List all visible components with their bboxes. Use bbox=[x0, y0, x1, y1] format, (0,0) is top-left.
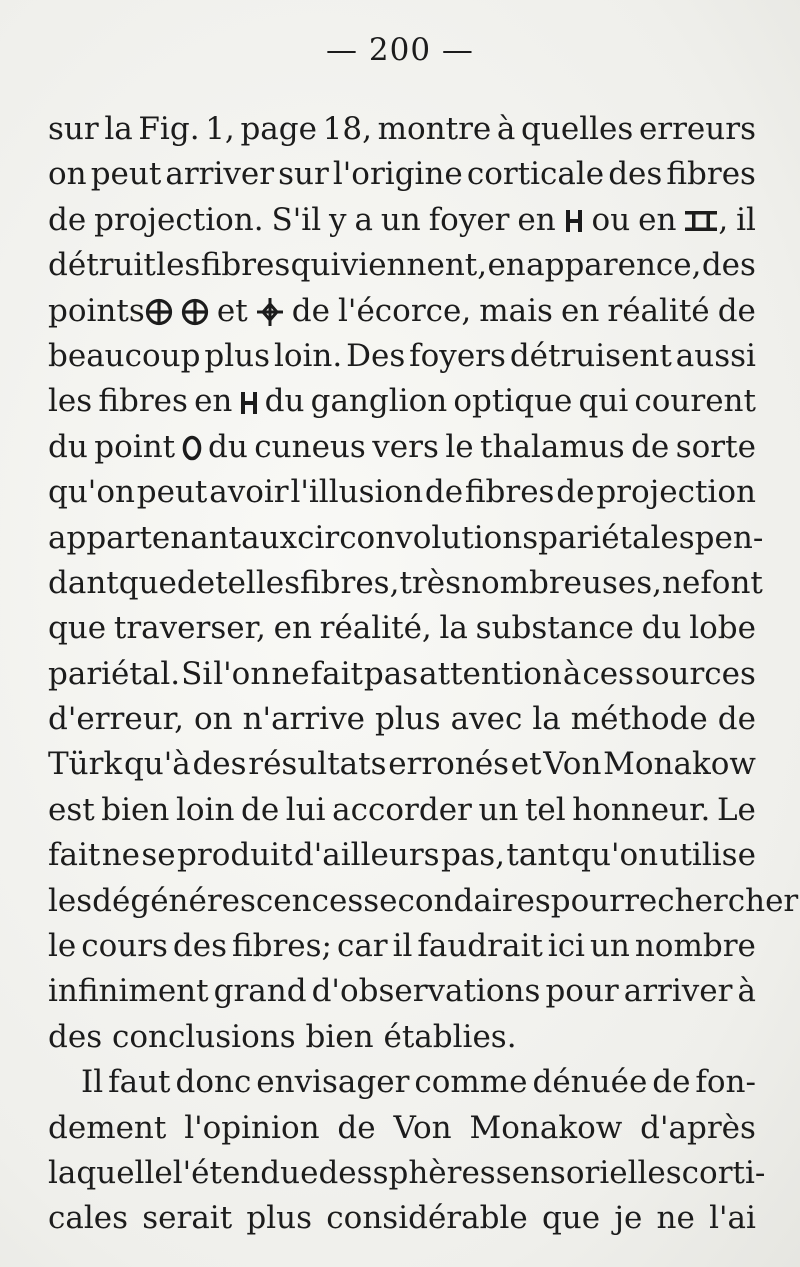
word: erronés bbox=[388, 746, 510, 783]
word: que bbox=[48, 610, 107, 647]
word: fibres, bbox=[300, 564, 400, 601]
word: est bbox=[48, 791, 95, 828]
word: plus bbox=[374, 701, 441, 738]
word: accorder bbox=[332, 791, 472, 828]
word bbox=[181, 289, 209, 334]
word: plus bbox=[204, 337, 271, 374]
word: pariétales bbox=[538, 519, 695, 556]
text-line bbox=[48, 1151, 766, 1196]
text-line bbox=[48, 516, 764, 561]
word: optique bbox=[453, 383, 573, 420]
word: fait bbox=[310, 655, 363, 692]
word: sensorielles bbox=[495, 1154, 682, 1191]
text-line bbox=[48, 742, 756, 787]
word: ne bbox=[101, 837, 141, 874]
word: secondaires bbox=[363, 882, 551, 919]
word: avec bbox=[450, 701, 523, 738]
word: donc bbox=[175, 1064, 252, 1101]
text-line bbox=[48, 1196, 756, 1241]
word: loin. bbox=[273, 337, 343, 374]
text-line bbox=[48, 606, 756, 651]
word: on bbox=[48, 156, 87, 193]
word: il bbox=[392, 928, 413, 965]
word: les bbox=[48, 882, 93, 919]
word: considérable bbox=[326, 1200, 528, 1237]
word: un bbox=[589, 928, 630, 965]
word: Von bbox=[543, 746, 602, 783]
word: circonvolutions bbox=[297, 519, 539, 556]
word: l'étendue bbox=[172, 1154, 319, 1191]
word: substance bbox=[475, 610, 634, 647]
text-line bbox=[48, 879, 799, 924]
word: méthode bbox=[570, 701, 708, 738]
word: à bbox=[562, 655, 582, 692]
word: les bbox=[156, 247, 201, 284]
circled-plus-icon bbox=[181, 298, 209, 326]
letter-h-symbol-icon bbox=[564, 208, 584, 234]
word: pour bbox=[545, 973, 619, 1010]
word: fibres bbox=[464, 474, 555, 511]
word: Monakow bbox=[603, 746, 756, 783]
word: arriver bbox=[623, 973, 733, 1010]
word: du bbox=[641, 610, 682, 647]
circled-plus-icon bbox=[145, 298, 173, 326]
text-line bbox=[48, 107, 756, 152]
word: en bbox=[638, 201, 677, 238]
word: en bbox=[517, 201, 556, 238]
word: thalamus bbox=[480, 428, 625, 465]
word: de bbox=[717, 292, 756, 329]
word: 1, bbox=[205, 111, 235, 147]
word: l'on bbox=[213, 655, 271, 692]
word bbox=[564, 198, 584, 243]
word: utilise bbox=[659, 837, 756, 874]
diamond-cross-icon bbox=[256, 297, 284, 327]
word: l'origine bbox=[332, 156, 463, 193]
word: les bbox=[48, 383, 93, 420]
word: bien bbox=[101, 791, 170, 828]
word: réalité bbox=[607, 292, 710, 329]
word: corti- bbox=[681, 1154, 766, 1191]
word: beaucoup bbox=[48, 337, 201, 374]
word: qu'on bbox=[571, 837, 659, 874]
word: de bbox=[48, 201, 87, 238]
text-line bbox=[48, 379, 756, 424]
word: l'écorce, bbox=[338, 292, 472, 329]
word: la bbox=[104, 111, 133, 147]
word: corticale bbox=[466, 156, 605, 193]
word: faut bbox=[108, 1064, 171, 1101]
text-line bbox=[48, 969, 756, 1014]
word: la bbox=[439, 610, 468, 647]
word: S'il bbox=[271, 201, 322, 238]
word: des bbox=[608, 156, 663, 193]
text-line bbox=[48, 561, 763, 606]
word: du bbox=[208, 428, 248, 465]
word: fibres bbox=[98, 383, 188, 420]
word: qui bbox=[290, 247, 341, 284]
word: pen- bbox=[694, 519, 764, 556]
letter-h-symbol-icon bbox=[239, 390, 259, 416]
word: conclusions bbox=[112, 1018, 296, 1055]
letter-o-symbol-icon bbox=[182, 435, 202, 461]
word: peut bbox=[136, 474, 208, 511]
word: le bbox=[445, 428, 474, 465]
word: 18, bbox=[322, 111, 372, 147]
word: Si bbox=[181, 655, 213, 692]
word: fait bbox=[48, 837, 101, 874]
word: tel bbox=[524, 791, 566, 828]
word: Monakow bbox=[469, 1109, 623, 1146]
text-line bbox=[48, 788, 756, 833]
word bbox=[182, 425, 202, 470]
word: en bbox=[561, 292, 600, 329]
word: pariétal. bbox=[48, 655, 181, 692]
word: laquelle bbox=[48, 1154, 173, 1191]
word: courent bbox=[634, 383, 756, 420]
word: infiniment bbox=[48, 973, 209, 1010]
word: de bbox=[424, 474, 464, 511]
word: ne bbox=[662, 564, 701, 601]
word: des bbox=[172, 928, 227, 965]
word: l'illusion bbox=[290, 474, 424, 511]
word: détruisent bbox=[509, 337, 672, 374]
word: il bbox=[736, 201, 756, 238]
word: dement bbox=[48, 1109, 167, 1146]
word: de bbox=[652, 1064, 691, 1101]
word: des bbox=[318, 1154, 373, 1191]
text-line bbox=[48, 924, 756, 969]
word: de bbox=[631, 428, 670, 465]
word: Des bbox=[346, 337, 406, 374]
text-line bbox=[48, 425, 756, 470]
word: attention bbox=[419, 655, 562, 692]
word: dénuée bbox=[532, 1064, 648, 1101]
word bbox=[239, 379, 259, 424]
word: un bbox=[380, 201, 421, 238]
text-line bbox=[48, 1060, 756, 1105]
page-number: — 200 — bbox=[326, 32, 474, 68]
word: point bbox=[94, 428, 176, 465]
word: font bbox=[700, 564, 763, 601]
word: a bbox=[354, 201, 373, 238]
word: cuneus bbox=[254, 428, 366, 465]
word: à bbox=[737, 973, 756, 1010]
word: mais bbox=[479, 292, 553, 329]
word: du bbox=[48, 428, 88, 465]
word: n'arrive bbox=[242, 701, 365, 738]
word: des bbox=[48, 1018, 103, 1055]
word: qu'on bbox=[48, 474, 135, 511]
word: un bbox=[478, 791, 519, 828]
word: établies. bbox=[383, 1018, 517, 1055]
word: de bbox=[717, 701, 756, 738]
word: aussi bbox=[675, 337, 756, 374]
word: envisager bbox=[256, 1064, 410, 1101]
word: Fig. bbox=[138, 111, 200, 147]
word: projection bbox=[596, 474, 756, 511]
word: montre bbox=[377, 111, 492, 147]
word: faudrait bbox=[417, 928, 543, 965]
word: en bbox=[273, 610, 312, 647]
word: appartenant bbox=[48, 519, 242, 556]
word: ici bbox=[547, 928, 585, 965]
word: car bbox=[336, 928, 388, 965]
word: loin bbox=[175, 791, 235, 828]
word: pour bbox=[550, 882, 625, 919]
word: grand bbox=[213, 973, 307, 1010]
word: bien bbox=[305, 1018, 374, 1055]
word: d'erreur, bbox=[48, 701, 184, 738]
word: dant bbox=[48, 564, 119, 601]
word: de bbox=[337, 1109, 376, 1146]
word: avoir bbox=[209, 474, 289, 511]
text-line bbox=[48, 289, 756, 334]
word: points bbox=[48, 289, 173, 334]
text-line bbox=[48, 1015, 756, 1060]
word: ganglion bbox=[310, 383, 448, 420]
word: apparence, bbox=[526, 247, 702, 284]
word: d'observations bbox=[311, 973, 541, 1010]
word: ces bbox=[582, 655, 634, 692]
word: foyers bbox=[409, 337, 506, 374]
word: peut bbox=[90, 156, 162, 193]
word: en bbox=[194, 383, 233, 420]
word: des bbox=[701, 247, 756, 284]
word: que bbox=[118, 564, 177, 601]
word: plus bbox=[246, 1200, 313, 1237]
text-line bbox=[48, 334, 756, 379]
word: Von bbox=[393, 1109, 452, 1146]
word: fibres bbox=[200, 247, 291, 284]
text-line bbox=[48, 1106, 756, 1151]
word: fibres; bbox=[231, 928, 332, 965]
word: foyer bbox=[428, 201, 510, 238]
word: l'ai bbox=[709, 1200, 756, 1237]
text-line bbox=[48, 198, 756, 243]
word: Türk bbox=[48, 746, 123, 783]
word: de bbox=[291, 292, 330, 329]
word: tant bbox=[506, 837, 570, 874]
text-line bbox=[48, 697, 756, 742]
word: ne bbox=[271, 655, 310, 692]
word: qu'à bbox=[123, 746, 191, 783]
text-line bbox=[48, 833, 756, 878]
word: sur bbox=[278, 156, 329, 193]
word: viennent, bbox=[340, 247, 488, 284]
text-line bbox=[48, 152, 756, 197]
word: produit bbox=[177, 837, 293, 874]
word: lui bbox=[285, 791, 326, 828]
paragraph bbox=[48, 107, 799, 1060]
word: en bbox=[487, 247, 526, 284]
word: sphères bbox=[372, 1154, 496, 1191]
word: l'opinion bbox=[184, 1109, 320, 1146]
word: comme bbox=[414, 1064, 528, 1101]
word: ou bbox=[591, 201, 631, 238]
word: Il bbox=[81, 1064, 104, 1101]
word: le bbox=[48, 928, 77, 965]
word: honneur. bbox=[572, 791, 711, 828]
word: erreurs bbox=[638, 111, 756, 147]
word: la bbox=[532, 701, 561, 738]
word: réalité, bbox=[319, 610, 432, 647]
word: sur bbox=[48, 111, 99, 147]
word: nombreuses, bbox=[460, 564, 662, 601]
word: traverser, bbox=[113, 610, 266, 647]
word: serait bbox=[142, 1200, 233, 1237]
word: lobe bbox=[689, 610, 756, 647]
word bbox=[256, 289, 284, 334]
word: je bbox=[614, 1200, 643, 1237]
word: et bbox=[510, 746, 542, 783]
word: de bbox=[556, 474, 595, 511]
word: que bbox=[541, 1200, 601, 1237]
word: rechercher bbox=[624, 882, 799, 919]
word: détruit bbox=[48, 247, 156, 284]
body-text bbox=[48, 107, 799, 1242]
text-line bbox=[48, 470, 756, 515]
word: fon- bbox=[695, 1064, 756, 1101]
word: on bbox=[193, 701, 233, 738]
word: de bbox=[241, 791, 280, 828]
word: nombre bbox=[634, 928, 756, 965]
word: vers bbox=[372, 428, 439, 465]
text-line bbox=[48, 243, 756, 288]
word: sorte bbox=[675, 428, 756, 465]
paragraph bbox=[48, 1060, 766, 1242]
word: y bbox=[329, 201, 347, 238]
word: à bbox=[496, 111, 516, 147]
word: du bbox=[264, 383, 305, 420]
word: de bbox=[176, 564, 216, 601]
word: pas, bbox=[440, 837, 506, 874]
word: dégénérescences bbox=[92, 882, 364, 919]
word: , bbox=[684, 198, 728, 243]
word: sources bbox=[634, 655, 756, 692]
word: aux bbox=[241, 519, 298, 556]
word: d'ailleurs bbox=[293, 837, 440, 874]
word: quelles bbox=[521, 111, 634, 147]
double-i-symbol-icon bbox=[684, 210, 718, 232]
word: cours bbox=[81, 928, 168, 965]
word: résultats bbox=[248, 746, 387, 783]
word: qui bbox=[578, 383, 629, 420]
word: cales bbox=[48, 1200, 129, 1237]
word: arriver bbox=[165, 156, 275, 193]
text-line bbox=[48, 652, 756, 697]
word: fibres bbox=[666, 156, 756, 193]
word: pas bbox=[363, 655, 419, 692]
word: ne bbox=[656, 1200, 695, 1237]
word: d'après bbox=[640, 1109, 756, 1146]
word: se bbox=[141, 837, 176, 874]
word: page bbox=[240, 111, 317, 147]
word: des bbox=[192, 746, 247, 783]
word: telles bbox=[215, 564, 300, 601]
word: Le bbox=[716, 791, 756, 828]
word: très bbox=[399, 564, 461, 601]
word: projection. bbox=[94, 201, 264, 238]
word: et bbox=[216, 292, 248, 329]
